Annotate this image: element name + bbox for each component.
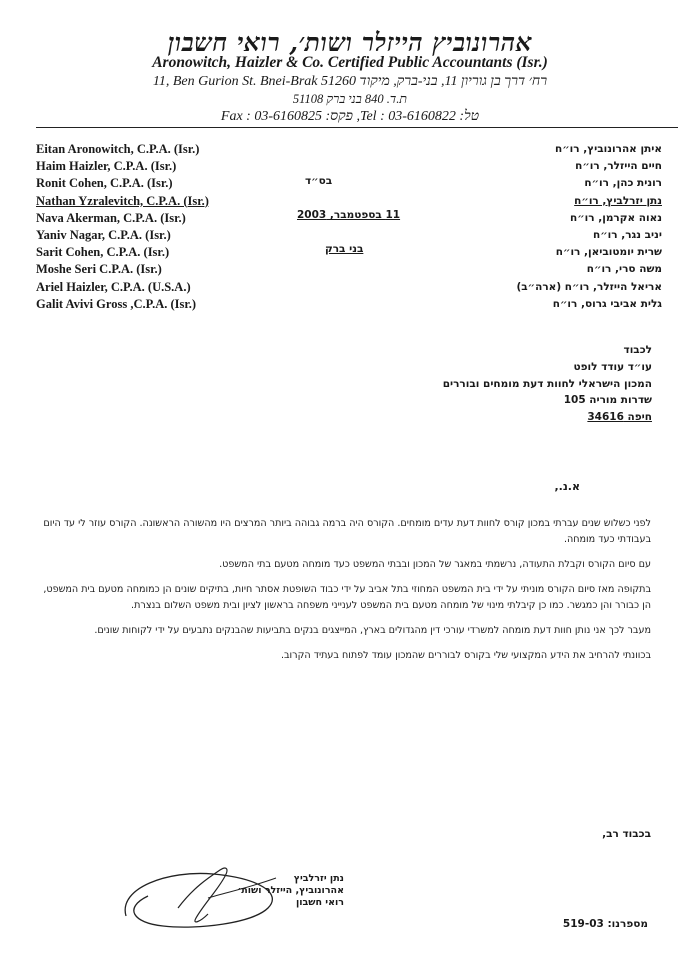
- letter-date: 11 בספטמבר, 2003: [297, 209, 401, 221]
- partner-en: Nava Akerman, C.P.A. (Isr.): [36, 210, 186, 225]
- partner-en: Nathan Yzralevitch, C.P.A. (Isr.): [36, 193, 209, 208]
- partner-he: גלית אביבי גרוס, רו״ח: [552, 297, 662, 310]
- body-paragraph: בתקופה מאז סיום הקורס מוניתי על ידי בית המשפט המחוזי בתל אביב על ידי כבוד השופטת אסתר חיות, בתיקים שונים הן כמומחה מטעם בית המשפט, הן כבורר והן כמגשר. כמו כן קיבלתי מינוי של מומחה מטעם בית המשפט לענייני משפחה בראשון לציון ובית משפט השלום בנצרת.: [43, 584, 651, 611]
- phone-fax-line: Fax : 03-6160825 :פקס ,Tel : 03-6160822 :טל: [220, 109, 480, 124]
- firm-name-english: Aronowitch, Haizler & Co. Certified Public Accountants (Isr.): [152, 54, 548, 71]
- partner-he: יניב נגר, רו״ח: [592, 228, 662, 241]
- partner-en: Moshe Seri C.P.A. (Isr.): [36, 262, 162, 277]
- signature-firm: אהרונוביץ, הייזלר ושות׳: [237, 885, 344, 896]
- address-line: 11, Ben Gurion St. Bnei-Brak 51260 רח׳ דרך בן גוריון 11, בני-ברק, מיקוד: [152, 74, 548, 89]
- partner-he: אריאל הייזלר, רו״ח (ארה״ב): [516, 280, 662, 293]
- partner-en: Haim Haizler, C.P.A. (Isr.): [36, 159, 177, 174]
- signature-title: רואי חשבון: [295, 897, 344, 908]
- signature-name: נתן יזרלביץ: [293, 873, 344, 884]
- header-divider: [36, 127, 678, 128]
- body-paragraph: בכוונתי להרחיב את הידע המקצועי שלי בקורס לבוררים שהמכון עומד לפתוח בעתיד הקרוב.: [280, 650, 651, 661]
- recipient-street: שדרות מוריה 105: [563, 394, 652, 407]
- recipient-organization: המכון הישראלי לחוות דעת מומחים ובוררים: [442, 377, 652, 390]
- closing-phrase: בכבוד רב,: [602, 828, 651, 840]
- recipient-name: עו״ד עודד לופט: [573, 360, 652, 373]
- recipient-to: לכבוד: [623, 344, 652, 356]
- signature-block: [222, 873, 344, 909]
- partner-en: Ariel Haizler, C.P.A. (U.S.A.): [36, 279, 191, 294]
- body-paragraph: לפני כשלוש שנים עברתי במכון קורס לחוות דעת עדים מומחים. הקורס היה ברמה גבוהה ביותר המרצים היו מהשורה הראשונה. הקורס עוזר לי עד היום בעבודתי כעד מומחה.: [43, 518, 651, 545]
- partner-he: רונית כהן, רו״ח: [584, 177, 662, 190]
- po-box-line: ת.ד. 840 בני ברק 51108: [292, 92, 408, 106]
- partner-en: Yaniv Nagar, C.P.A. (Isr.): [36, 227, 171, 242]
- partner-en: Sarit Cohen, C.P.A. (Isr.): [36, 245, 170, 260]
- partner-he: חיים הייזלר, רו״ח: [575, 160, 662, 173]
- partners-list-hebrew: [442, 141, 662, 313]
- partner-he: נתן יזרלביץ, רו״ח: [574, 194, 662, 207]
- partners-list-english: [36, 141, 209, 313]
- partner-he: שרית יומטוביאן, רו״ח: [555, 246, 662, 259]
- body-paragraph: עם סיום הקורס וקבלת התעודה, נרשמתי במאגר של המכון ובבתי המשפט כעד מומחה מטעם בתי המשפט.: [219, 559, 651, 570]
- bsd-mark: בס״ד: [305, 175, 333, 187]
- letter-body: [39, 516, 651, 673]
- reference-number: מספרנו: 519-03: [562, 918, 648, 930]
- letter-place: בני ברק: [325, 243, 364, 255]
- body-paragraph: מעבר לכך אני נותן חוות דעת מומחה למשרדי עורכי דין מהגדולים בארץ, המייצגים בנקים בתביעות שהבנקים נתבעים על ידי לקוחות שונים.: [94, 625, 651, 636]
- partner-en: Galit Avivi Gross ,C.P.A. (Isr.): [36, 296, 197, 311]
- partner-en: Eitan Aronowitch, C.P.A. (Isr.): [36, 142, 200, 156]
- partner-en: Ronit Cohen, C.P.A. (Isr.): [36, 176, 173, 191]
- partner-he: איתן אהרונוביץ, רו״ח: [555, 143, 662, 155]
- recipient-city: חיפה 34616: [587, 411, 652, 424]
- partner-he: משה סרי, רו״ח: [586, 263, 662, 276]
- firm-name-hebrew: אהרונוביץ הייזלר ושות׳, רואי חשבון: [167, 28, 533, 57]
- partner-he: נאוה אקרמן, רו״ח: [569, 211, 662, 224]
- recipient-block: [292, 342, 652, 426]
- salutation: א.נ.,: [554, 480, 580, 493]
